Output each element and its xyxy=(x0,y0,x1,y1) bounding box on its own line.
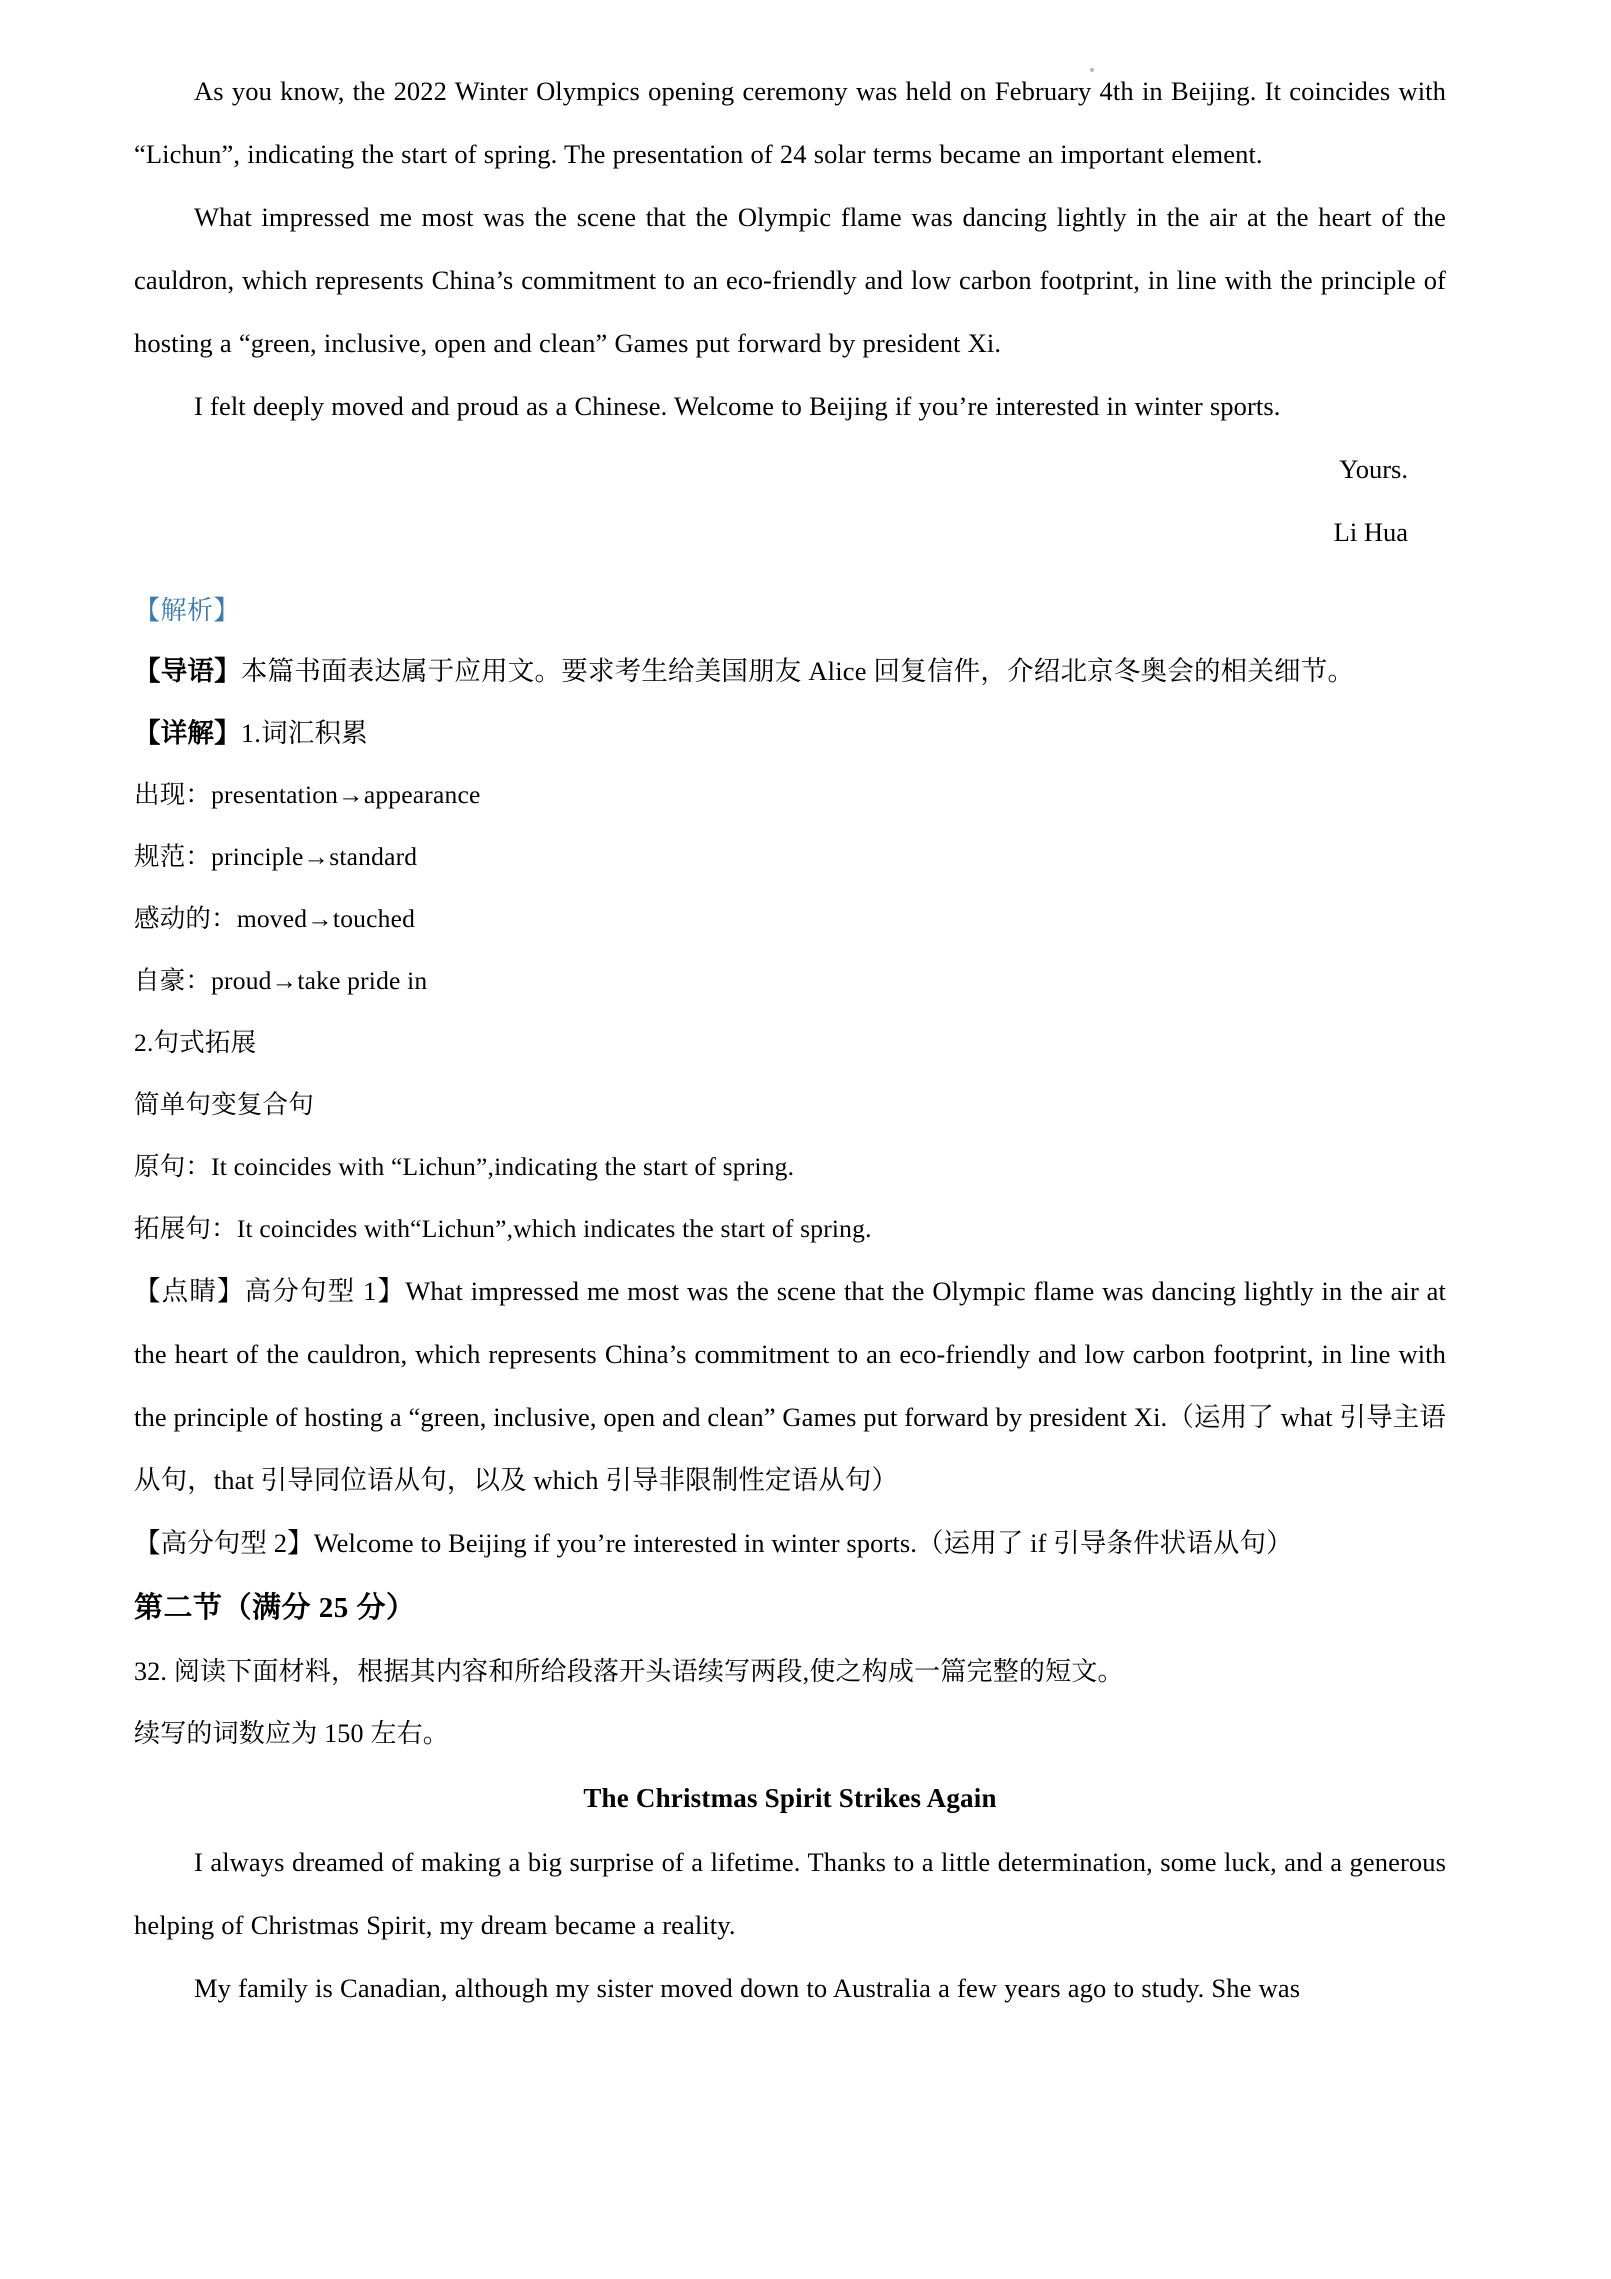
story-paragraph-1: I always dreamed of making a big surprise of a lifetime. Thanks to a little determination, some luck, and a generous helping of Christmas Spirit, my dream became a reality. xyxy=(134,1847,1446,1940)
analysis-detail-text: 1.词汇积累 xyxy=(240,718,368,748)
vocabulary-chinese: 出现： xyxy=(134,780,212,809)
vocabulary-chinese: 自豪： xyxy=(134,966,212,995)
vocabulary-source: presentation xyxy=(211,780,339,809)
pattern-2-note: （运用了 if 引导条件状语从句） xyxy=(917,1528,1293,1558)
word-count-line: 续写的词数应为 150 左右。 xyxy=(134,1719,450,1748)
analysis-guide-line xyxy=(134,640,1446,702)
original-sentence-line xyxy=(134,1136,1446,1198)
letter-paragraph-2: What impressed me most was the scene that the Olympic flame was dancing lightly in the air at the heart of the cauldron, which represents China’s commitment to an eco-friendly and low carbon footprint, in line with the principle of hosting a “green, inclusive, open and clean” Games put forward by president Xi. xyxy=(134,202,1446,358)
question-text: 阅读下面材料，根据其内容和所给段落开头语续写两段,使之构成一篇完整的短文。 xyxy=(173,1657,1124,1686)
vocabulary-row xyxy=(134,950,1446,1012)
question-number: 32. xyxy=(134,1657,168,1686)
vocabulary-source: principle xyxy=(211,842,304,871)
letter-paragraph-1: As you know, the 2022 Winter Olympics opening ceremony was held on February 4th in Beijing. It coincides with “Lichun”, indicating the start of spring. The presentation of 24 solar terms became an important element. xyxy=(134,76,1446,169)
vocabulary-row xyxy=(134,888,1446,950)
highlight-label: 【点睛】 xyxy=(134,1276,245,1306)
analysis-guide-label: 【导语】 xyxy=(134,656,241,686)
arrow-icon: → xyxy=(338,780,364,809)
original-sentence-label: 原句： xyxy=(134,1152,212,1181)
vocabulary-target: take pride in xyxy=(297,966,428,995)
vocabulary-chinese: 感动的： xyxy=(134,904,237,933)
section-two-heading: 第二节（满分 25 分） xyxy=(134,1592,416,1624)
analysis-heading: 【解析】 xyxy=(134,596,241,625)
vocabulary-row xyxy=(134,764,1446,826)
pattern-2-block xyxy=(134,1512,1446,1575)
analysis-detail-label: 【详解】 xyxy=(134,718,241,748)
pattern-2-label: 【高分句型 2】 xyxy=(134,1528,314,1558)
letter-signature-closing: Yours. xyxy=(1339,454,1408,484)
original-sentence-text: It coincides with “Lichun”,indicating the start of spring. xyxy=(211,1152,795,1181)
story-title: The Christmas Spirit Strikes Again xyxy=(583,1783,997,1813)
expanded-sentence-text: It coincides with“Lichun”,which indicates the start of spring. xyxy=(236,1214,872,1243)
arrow-icon: → xyxy=(303,842,330,871)
expanded-sentence-label: 拓展句： xyxy=(134,1214,237,1243)
sentence-subtitle: 简单句变复合句 xyxy=(134,1090,314,1119)
letter-signature-name: Li Hua xyxy=(1333,517,1408,547)
expanded-sentence-line xyxy=(134,1198,1446,1260)
vocabulary-row xyxy=(134,826,1446,888)
story-paragraph-2: My family is Canadian, although my sister moved down to Australia a few years ago to study. She was xyxy=(194,1973,1301,2003)
spacer-before-analysis xyxy=(134,564,1446,582)
vocabulary-target: standard xyxy=(329,842,418,871)
arrow-icon: → xyxy=(271,966,298,995)
letter-paragraph-3: I felt deeply moved and proud as a Chinese. Welcome to Beijing if you’re interested in winter sports. xyxy=(194,391,1281,421)
vocabulary-chinese: 规范： xyxy=(134,842,212,871)
pattern-2-text: Welcome to Beijing if you’re interested in winter sports. xyxy=(313,1528,918,1558)
pattern-1-block xyxy=(134,1260,1446,1512)
arrow-icon: → xyxy=(307,904,333,933)
analysis-detail-line xyxy=(134,702,1446,764)
pattern-1-label: 高分句型 1】 xyxy=(244,1276,406,1306)
question-line xyxy=(134,1641,1446,1703)
analysis-guide-text: 本篇书面表达属于应用文。要求考生给美国朋友 Alice 回复信件，介绍北京冬奥会的相关细节。 xyxy=(240,656,1355,686)
document-content xyxy=(134,60,1446,2020)
sentence-section-title: 2.句式拓展 xyxy=(134,1028,257,1057)
vocabulary-source: moved xyxy=(236,904,308,933)
pattern-1-note: （运用了 what 引导主语从句，that 引导同位语从句，以及 which 引导非限制性定语从句） xyxy=(134,1402,1446,1495)
vocabulary-source: proud xyxy=(211,966,272,995)
pattern-1-text: What impressed me most was the scene that the Olympic flame was dancing lightly in the air at the heart of the cauldron, which represents China’s commitment to an eco-friendly and low carbon footprint, in line with the principle of hosting a “green, inclusive, open and clean” Games put forward by president Xi. xyxy=(134,1276,1446,1432)
vocabulary-target: touched xyxy=(332,904,416,933)
vocabulary-target: appearance xyxy=(363,780,481,809)
